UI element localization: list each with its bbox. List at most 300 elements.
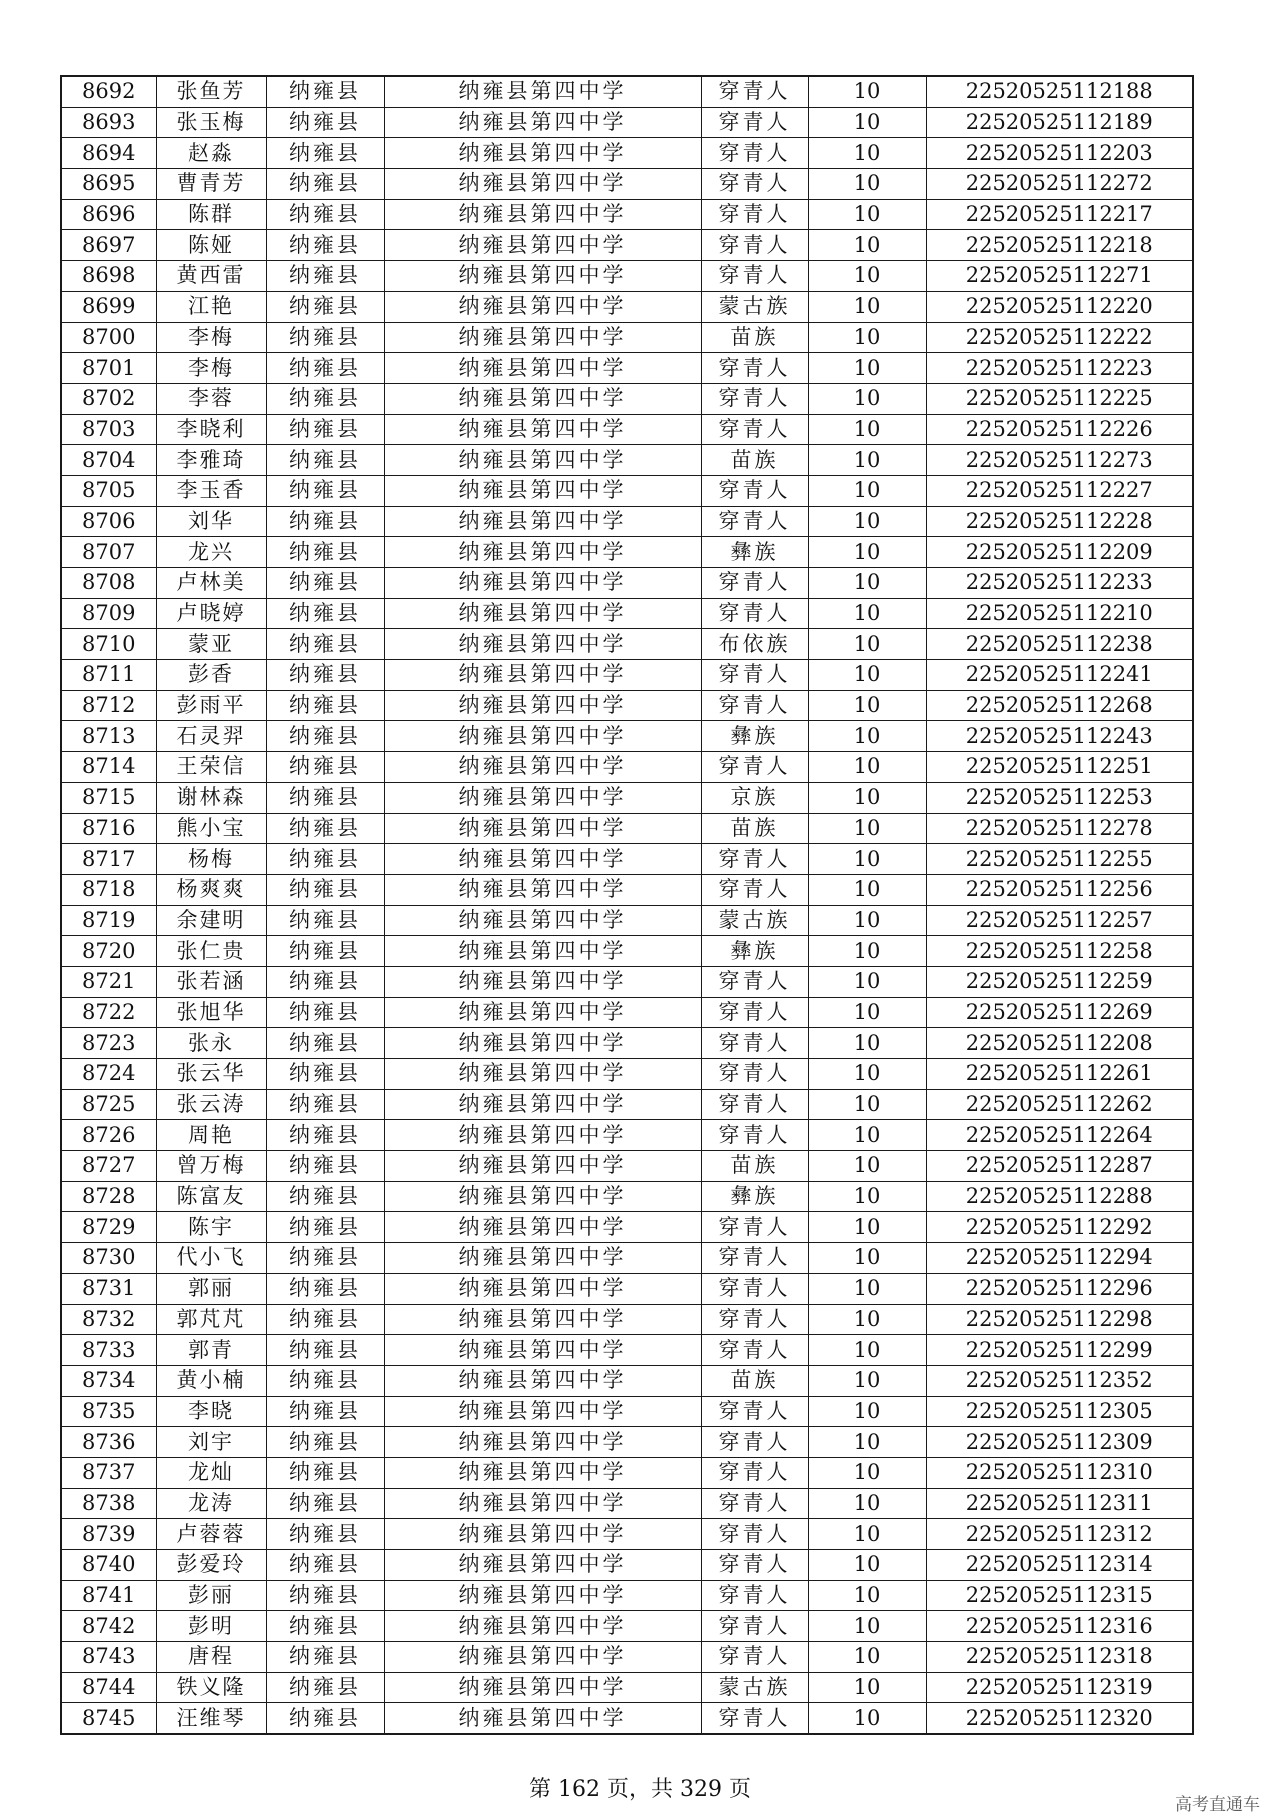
cell-name: 熊小宝 bbox=[156, 813, 266, 844]
cell-county: 纳雍县 bbox=[266, 1151, 384, 1182]
cell-seq-number: 8730 bbox=[61, 1243, 156, 1274]
cell-name: 陈富友 bbox=[156, 1181, 266, 1212]
cell-county: 纳雍县 bbox=[266, 1672, 384, 1703]
cell-school: 纳雍县第四中学 bbox=[384, 353, 701, 384]
cell-ethnicity: 穿青人 bbox=[701, 506, 808, 537]
cell-school: 纳雍县第四中学 bbox=[384, 1550, 701, 1581]
cell-name: 陈群 bbox=[156, 199, 266, 230]
cell-county: 纳雍县 bbox=[266, 537, 384, 568]
cell-county: 纳雍县 bbox=[266, 813, 384, 844]
cell-exam-id: 22520525112218 bbox=[926, 230, 1193, 261]
cell-score: 10 bbox=[808, 1642, 926, 1673]
cell-name: 李晓 bbox=[156, 1396, 266, 1427]
cell-seq-number: 8713 bbox=[61, 721, 156, 752]
cell-score: 10 bbox=[808, 291, 926, 322]
table-row bbox=[61, 291, 1193, 322]
cell-exam-id: 22520525112292 bbox=[926, 1212, 1193, 1243]
cell-name: 李玉香 bbox=[156, 475, 266, 506]
cell-county: 纳雍县 bbox=[266, 1028, 384, 1059]
cell-exam-id: 22520525112287 bbox=[926, 1151, 1193, 1182]
cell-ethnicity: 穿青人 bbox=[701, 1550, 808, 1581]
cell-ethnicity: 穿青人 bbox=[701, 1089, 808, 1120]
cell-school: 纳雍县第四中学 bbox=[384, 230, 701, 261]
cell-exam-id: 22520525112320 bbox=[926, 1703, 1193, 1734]
cell-exam-id: 22520525112188 bbox=[926, 76, 1193, 107]
cell-score: 10 bbox=[808, 598, 926, 629]
cell-seq-number: 8703 bbox=[61, 414, 156, 445]
cell-seq-number: 8737 bbox=[61, 1457, 156, 1488]
cell-ethnicity: 穿青人 bbox=[701, 76, 808, 107]
cell-school: 纳雍县第四中学 bbox=[384, 1427, 701, 1458]
cell-ethnicity: 穿青人 bbox=[701, 1519, 808, 1550]
cell-score: 10 bbox=[808, 1519, 926, 1550]
cell-school: 纳雍县第四中学 bbox=[384, 997, 701, 1028]
cell-school: 纳雍县第四中学 bbox=[384, 1457, 701, 1488]
cell-seq-number: 8727 bbox=[61, 1151, 156, 1182]
cell-school: 纳雍县第四中学 bbox=[384, 690, 701, 721]
cell-seq-number: 8725 bbox=[61, 1089, 156, 1120]
table-row bbox=[61, 230, 1193, 261]
cell-exam-id: 22520525112222 bbox=[926, 322, 1193, 353]
table-row bbox=[61, 568, 1193, 599]
cell-seq-number: 8741 bbox=[61, 1580, 156, 1611]
cell-score: 10 bbox=[808, 844, 926, 875]
cell-seq-number: 8707 bbox=[61, 537, 156, 568]
cell-exam-id: 22520525112273 bbox=[926, 445, 1193, 476]
cell-county: 纳雍县 bbox=[266, 76, 384, 107]
cell-ethnicity: 穿青人 bbox=[701, 598, 808, 629]
cell-school: 纳雍县第四中学 bbox=[384, 1181, 701, 1212]
cell-exam-id: 22520525112220 bbox=[926, 291, 1193, 322]
cell-name: 石灵羿 bbox=[156, 721, 266, 752]
cell-name: 杨爽爽 bbox=[156, 874, 266, 905]
cell-seq-number: 8704 bbox=[61, 445, 156, 476]
cell-exam-id: 22520525112255 bbox=[926, 844, 1193, 875]
cell-exam-id: 22520525112209 bbox=[926, 537, 1193, 568]
roster-body bbox=[61, 76, 1193, 1734]
cell-seq-number: 8700 bbox=[61, 322, 156, 353]
cell-seq-number: 8715 bbox=[61, 782, 156, 813]
cell-ethnicity: 穿青人 bbox=[701, 169, 808, 200]
cell-exam-id: 22520525112256 bbox=[926, 874, 1193, 905]
cell-ethnicity: 穿青人 bbox=[701, 660, 808, 691]
cell-seq-number: 8742 bbox=[61, 1611, 156, 1642]
cell-school: 纳雍县第四中学 bbox=[384, 1273, 701, 1304]
cell-seq-number: 8740 bbox=[61, 1550, 156, 1581]
table-row bbox=[61, 1703, 1193, 1734]
cell-seq-number: 8705 bbox=[61, 475, 156, 506]
table-row bbox=[61, 1120, 1193, 1151]
cell-score: 10 bbox=[808, 1703, 926, 1734]
cell-exam-id: 22520525112294 bbox=[926, 1243, 1193, 1274]
cell-county: 纳雍县 bbox=[266, 1181, 384, 1212]
cell-ethnicity: 穿青人 bbox=[701, 414, 808, 445]
cell-score: 10 bbox=[808, 475, 926, 506]
table-row bbox=[61, 1181, 1193, 1212]
cell-seq-number: 8716 bbox=[61, 813, 156, 844]
cell-county: 纳雍县 bbox=[266, 629, 384, 660]
cell-name: 陈宇 bbox=[156, 1212, 266, 1243]
cell-name: 郭丽 bbox=[156, 1273, 266, 1304]
table-row bbox=[61, 169, 1193, 200]
cell-exam-id: 22520525112305 bbox=[926, 1396, 1193, 1427]
cell-ethnicity: 蒙古族 bbox=[701, 291, 808, 322]
cell-school: 纳雍县第四中学 bbox=[384, 445, 701, 476]
cell-county: 纳雍县 bbox=[266, 1365, 384, 1396]
cell-name: 黄西雷 bbox=[156, 261, 266, 292]
cell-exam-id: 22520525112264 bbox=[926, 1120, 1193, 1151]
cell-seq-number: 8732 bbox=[61, 1304, 156, 1335]
table-row bbox=[61, 1672, 1193, 1703]
cell-name: 郭芃芃 bbox=[156, 1304, 266, 1335]
cell-ethnicity: 穿青人 bbox=[701, 475, 808, 506]
cell-seq-number: 8698 bbox=[61, 261, 156, 292]
cell-school: 纳雍县第四中学 bbox=[384, 1028, 701, 1059]
cell-score: 10 bbox=[808, 1273, 926, 1304]
cell-exam-id: 22520525112352 bbox=[926, 1365, 1193, 1396]
cell-county: 纳雍县 bbox=[266, 1335, 384, 1366]
cell-name: 彭明 bbox=[156, 1611, 266, 1642]
cell-seq-number: 8697 bbox=[61, 230, 156, 261]
cell-school: 纳雍县第四中学 bbox=[384, 936, 701, 967]
table-row bbox=[61, 1488, 1193, 1519]
cell-county: 纳雍县 bbox=[266, 230, 384, 261]
cell-county: 纳雍县 bbox=[266, 353, 384, 384]
table-row bbox=[61, 782, 1193, 813]
cell-county: 纳雍县 bbox=[266, 1611, 384, 1642]
cell-name: 彭香 bbox=[156, 660, 266, 691]
cell-name: 张若涵 bbox=[156, 966, 266, 997]
table-row bbox=[61, 383, 1193, 414]
table-row bbox=[61, 813, 1193, 844]
cell-name: 曹青芳 bbox=[156, 169, 266, 200]
cell-school: 纳雍县第四中学 bbox=[384, 660, 701, 691]
cell-seq-number: 8736 bbox=[61, 1427, 156, 1458]
cell-school: 纳雍县第四中学 bbox=[384, 506, 701, 537]
cell-exam-id: 22520525112217 bbox=[926, 199, 1193, 230]
cell-county: 纳雍县 bbox=[266, 721, 384, 752]
cell-exam-id: 22520525112272 bbox=[926, 169, 1193, 200]
cell-score: 10 bbox=[808, 1212, 926, 1243]
cell-county: 纳雍县 bbox=[266, 1703, 384, 1734]
cell-score: 10 bbox=[808, 383, 926, 414]
cell-ethnicity: 穿青人 bbox=[701, 107, 808, 138]
cell-school: 纳雍县第四中学 bbox=[384, 568, 701, 599]
cell-county: 纳雍县 bbox=[266, 1089, 384, 1120]
cell-school: 纳雍县第四中学 bbox=[384, 1611, 701, 1642]
cell-ethnicity: 布依族 bbox=[701, 629, 808, 660]
cell-score: 10 bbox=[808, 1304, 926, 1335]
table-row bbox=[61, 1365, 1193, 1396]
cell-exam-id: 22520525112228 bbox=[926, 506, 1193, 537]
cell-county: 纳雍县 bbox=[266, 1427, 384, 1458]
cell-seq-number: 8731 bbox=[61, 1273, 156, 1304]
cell-score: 10 bbox=[808, 874, 926, 905]
cell-exam-id: 22520525112268 bbox=[926, 690, 1193, 721]
cell-score: 10 bbox=[808, 1457, 926, 1488]
cell-school: 纳雍县第四中学 bbox=[384, 1243, 701, 1274]
cell-name: 张玉梅 bbox=[156, 107, 266, 138]
cell-exam-id: 22520525112315 bbox=[926, 1580, 1193, 1611]
table-row bbox=[61, 598, 1193, 629]
table-row bbox=[61, 1519, 1193, 1550]
table-row bbox=[61, 261, 1193, 292]
cell-name: 彭丽 bbox=[156, 1580, 266, 1611]
table-row bbox=[61, 1089, 1193, 1120]
cell-score: 10 bbox=[808, 629, 926, 660]
cell-seq-number: 8738 bbox=[61, 1488, 156, 1519]
cell-county: 纳雍县 bbox=[266, 1304, 384, 1335]
cell-exam-id: 22520525112310 bbox=[926, 1457, 1193, 1488]
cell-score: 10 bbox=[808, 1335, 926, 1366]
cell-seq-number: 8717 bbox=[61, 844, 156, 875]
cell-ethnicity: 穿青人 bbox=[701, 844, 808, 875]
cell-county: 纳雍县 bbox=[266, 844, 384, 875]
cell-score: 10 bbox=[808, 966, 926, 997]
cell-county: 纳雍县 bbox=[266, 1488, 384, 1519]
cell-school: 纳雍县第四中学 bbox=[384, 844, 701, 875]
cell-name: 卢蓉蓉 bbox=[156, 1519, 266, 1550]
cell-school: 纳雍县第四中学 bbox=[384, 414, 701, 445]
cell-exam-id: 22520525112251 bbox=[926, 752, 1193, 783]
cell-county: 纳雍县 bbox=[266, 199, 384, 230]
table-row bbox=[61, 1580, 1193, 1611]
cell-name: 刘华 bbox=[156, 506, 266, 537]
cell-seq-number: 8734 bbox=[61, 1365, 156, 1396]
cell-county: 纳雍县 bbox=[266, 660, 384, 691]
cell-name: 唐程 bbox=[156, 1642, 266, 1673]
table-row bbox=[61, 1611, 1193, 1642]
cell-ethnicity: 穿青人 bbox=[701, 1396, 808, 1427]
cell-name: 李梅 bbox=[156, 353, 266, 384]
cell-ethnicity: 穿青人 bbox=[701, 353, 808, 384]
cell-school: 纳雍县第四中学 bbox=[384, 629, 701, 660]
cell-score: 10 bbox=[808, 1028, 926, 1059]
cell-ethnicity: 穿青人 bbox=[701, 997, 808, 1028]
cell-ethnicity: 穿青人 bbox=[701, 230, 808, 261]
cell-exam-id: 22520525112319 bbox=[926, 1672, 1193, 1703]
table-row bbox=[61, 905, 1193, 936]
cell-exam-id: 22520525112299 bbox=[926, 1335, 1193, 1366]
table-row bbox=[61, 1028, 1193, 1059]
cell-county: 纳雍县 bbox=[266, 506, 384, 537]
cell-ethnicity: 穿青人 bbox=[701, 1212, 808, 1243]
cell-name: 龙涛 bbox=[156, 1488, 266, 1519]
cell-school: 纳雍县第四中学 bbox=[384, 1335, 701, 1366]
cell-seq-number: 8708 bbox=[61, 568, 156, 599]
cell-exam-id: 22520525112238 bbox=[926, 629, 1193, 660]
cell-ethnicity: 穿青人 bbox=[701, 1120, 808, 1151]
cell-score: 10 bbox=[808, 721, 926, 752]
cell-name: 龙灿 bbox=[156, 1457, 266, 1488]
cell-score: 10 bbox=[808, 1151, 926, 1182]
cell-ethnicity: 苗族 bbox=[701, 1365, 808, 1396]
cell-name: 张云涛 bbox=[156, 1089, 266, 1120]
cell-name: 彭雨平 bbox=[156, 690, 266, 721]
cell-school: 纳雍县第四中学 bbox=[384, 1059, 701, 1090]
cell-school: 纳雍县第四中学 bbox=[384, 1703, 701, 1734]
cell-school: 纳雍县第四中学 bbox=[384, 383, 701, 414]
cell-score: 10 bbox=[808, 1427, 926, 1458]
cell-score: 10 bbox=[808, 230, 926, 261]
table-row bbox=[61, 322, 1193, 353]
cell-seq-number: 8710 bbox=[61, 629, 156, 660]
cell-seq-number: 8721 bbox=[61, 966, 156, 997]
table-row bbox=[61, 660, 1193, 691]
cell-name: 周艳 bbox=[156, 1120, 266, 1151]
cell-seq-number: 8743 bbox=[61, 1642, 156, 1673]
cell-ethnicity: 穿青人 bbox=[701, 690, 808, 721]
cell-school: 纳雍县第四中学 bbox=[384, 1304, 701, 1335]
cell-seq-number: 8729 bbox=[61, 1212, 156, 1243]
cell-score: 10 bbox=[808, 445, 926, 476]
cell-exam-id: 22520525112262 bbox=[926, 1089, 1193, 1120]
cell-score: 10 bbox=[808, 1672, 926, 1703]
cell-seq-number: 8709 bbox=[61, 598, 156, 629]
cell-school: 纳雍县第四中学 bbox=[384, 1365, 701, 1396]
cell-score: 10 bbox=[808, 568, 926, 599]
cell-county: 纳雍县 bbox=[266, 782, 384, 813]
table-row bbox=[61, 475, 1193, 506]
cell-seq-number: 8733 bbox=[61, 1335, 156, 1366]
cell-score: 10 bbox=[808, 1488, 926, 1519]
cell-school: 纳雍县第四中学 bbox=[384, 475, 701, 506]
cell-score: 10 bbox=[808, 997, 926, 1028]
cell-ethnicity: 穿青人 bbox=[701, 383, 808, 414]
cell-county: 纳雍县 bbox=[266, 1120, 384, 1151]
cell-county: 纳雍县 bbox=[266, 169, 384, 200]
table-row bbox=[61, 1151, 1193, 1182]
cell-ethnicity: 穿青人 bbox=[701, 199, 808, 230]
cell-seq-number: 8693 bbox=[61, 107, 156, 138]
cell-school: 纳雍县第四中学 bbox=[384, 1089, 701, 1120]
table-row bbox=[61, 966, 1193, 997]
cell-ethnicity: 穿青人 bbox=[701, 1059, 808, 1090]
table-row bbox=[61, 1335, 1193, 1366]
cell-name: 彭爱玲 bbox=[156, 1550, 266, 1581]
cell-name: 黄小楠 bbox=[156, 1365, 266, 1396]
cell-exam-id: 22520525112316 bbox=[926, 1611, 1193, 1642]
cell-school: 纳雍县第四中学 bbox=[384, 261, 701, 292]
cell-ethnicity: 穿青人 bbox=[701, 874, 808, 905]
cell-ethnicity: 穿青人 bbox=[701, 261, 808, 292]
cell-name: 郭青 bbox=[156, 1335, 266, 1366]
roster-table bbox=[60, 75, 1194, 1735]
table-row bbox=[61, 721, 1193, 752]
table-row bbox=[61, 1550, 1193, 1581]
cell-ethnicity: 彝族 bbox=[701, 936, 808, 967]
cell-school: 纳雍县第四中学 bbox=[384, 1488, 701, 1519]
cell-seq-number: 8692 bbox=[61, 76, 156, 107]
cell-score: 10 bbox=[808, 1059, 926, 1090]
cell-name: 刘宇 bbox=[156, 1427, 266, 1458]
cell-score: 10 bbox=[808, 1120, 926, 1151]
cell-school: 纳雍县第四中学 bbox=[384, 874, 701, 905]
cell-county: 纳雍县 bbox=[266, 690, 384, 721]
table-row bbox=[61, 1212, 1193, 1243]
cell-exam-id: 22520525112243 bbox=[926, 721, 1193, 752]
cell-name: 王荣信 bbox=[156, 752, 266, 783]
cell-school: 纳雍县第四中学 bbox=[384, 1642, 701, 1673]
cell-ethnicity: 穿青人 bbox=[701, 1028, 808, 1059]
table-row bbox=[61, 629, 1193, 660]
cell-county: 纳雍县 bbox=[266, 1212, 384, 1243]
cell-seq-number: 8694 bbox=[61, 138, 156, 169]
cell-ethnicity: 穿青人 bbox=[701, 1427, 808, 1458]
cell-ethnicity: 彝族 bbox=[701, 537, 808, 568]
cell-ethnicity: 苗族 bbox=[701, 813, 808, 844]
cell-exam-id: 22520525112226 bbox=[926, 414, 1193, 445]
table-row bbox=[61, 752, 1193, 783]
cell-school: 纳雍县第四中学 bbox=[384, 107, 701, 138]
cell-ethnicity: 穿青人 bbox=[701, 1243, 808, 1274]
cell-name: 江艳 bbox=[156, 291, 266, 322]
cell-ethnicity: 穿青人 bbox=[701, 752, 808, 783]
cell-school: 纳雍县第四中学 bbox=[384, 782, 701, 813]
table-row bbox=[61, 690, 1193, 721]
cell-ethnicity: 穿青人 bbox=[701, 568, 808, 599]
cell-seq-number: 8722 bbox=[61, 997, 156, 1028]
cell-name: 余建明 bbox=[156, 905, 266, 936]
cell-name: 铁义隆 bbox=[156, 1672, 266, 1703]
watermark-text: 高考直通车 bbox=[1175, 1795, 1260, 1815]
cell-county: 纳雍县 bbox=[266, 905, 384, 936]
cell-seq-number: 8735 bbox=[61, 1396, 156, 1427]
cell-seq-number: 8712 bbox=[61, 690, 156, 721]
cell-exam-id: 22520525112298 bbox=[926, 1304, 1193, 1335]
cell-county: 纳雍县 bbox=[266, 874, 384, 905]
cell-school: 纳雍县第四中学 bbox=[384, 1672, 701, 1703]
cell-exam-id: 22520525112261 bbox=[926, 1059, 1193, 1090]
cell-exam-id: 22520525112309 bbox=[926, 1427, 1193, 1458]
table-row bbox=[61, 1457, 1193, 1488]
cell-county: 纳雍县 bbox=[266, 1580, 384, 1611]
cell-school: 纳雍县第四中学 bbox=[384, 169, 701, 200]
cell-score: 10 bbox=[808, 506, 926, 537]
cell-ethnicity: 京族 bbox=[701, 782, 808, 813]
cell-ethnicity: 彝族 bbox=[701, 721, 808, 752]
cell-exam-id: 22520525112259 bbox=[926, 966, 1193, 997]
cell-ethnicity: 彝族 bbox=[701, 1181, 808, 1212]
cell-county: 纳雍县 bbox=[266, 445, 384, 476]
cell-school: 纳雍县第四中学 bbox=[384, 76, 701, 107]
cell-exam-id: 22520525112210 bbox=[926, 598, 1193, 629]
cell-exam-id: 22520525112312 bbox=[926, 1519, 1193, 1550]
cell-ethnicity: 穿青人 bbox=[701, 1580, 808, 1611]
table-row bbox=[61, 1642, 1193, 1673]
cell-name: 卢林美 bbox=[156, 568, 266, 599]
table-row bbox=[61, 997, 1193, 1028]
cell-school: 纳雍县第四中学 bbox=[384, 199, 701, 230]
cell-county: 纳雍县 bbox=[266, 997, 384, 1028]
cell-seq-number: 8702 bbox=[61, 383, 156, 414]
cell-exam-id: 22520525112227 bbox=[926, 475, 1193, 506]
cell-name: 张旭华 bbox=[156, 997, 266, 1028]
cell-school: 纳雍县第四中学 bbox=[384, 721, 701, 752]
cell-seq-number: 8699 bbox=[61, 291, 156, 322]
cell-name: 曾万梅 bbox=[156, 1151, 266, 1182]
cell-county: 纳雍县 bbox=[266, 568, 384, 599]
cell-ethnicity: 穿青人 bbox=[701, 1488, 808, 1519]
cell-school: 纳雍县第四中学 bbox=[384, 1519, 701, 1550]
cell-exam-id: 22520525112288 bbox=[926, 1181, 1193, 1212]
cell-exam-id: 22520525112241 bbox=[926, 660, 1193, 691]
cell-exam-id: 22520525112253 bbox=[926, 782, 1193, 813]
cell-seq-number: 8726 bbox=[61, 1120, 156, 1151]
cell-exam-id: 22520525112311 bbox=[926, 1488, 1193, 1519]
cell-school: 纳雍县第四中学 bbox=[384, 905, 701, 936]
cell-ethnicity: 穿青人 bbox=[701, 1642, 808, 1673]
